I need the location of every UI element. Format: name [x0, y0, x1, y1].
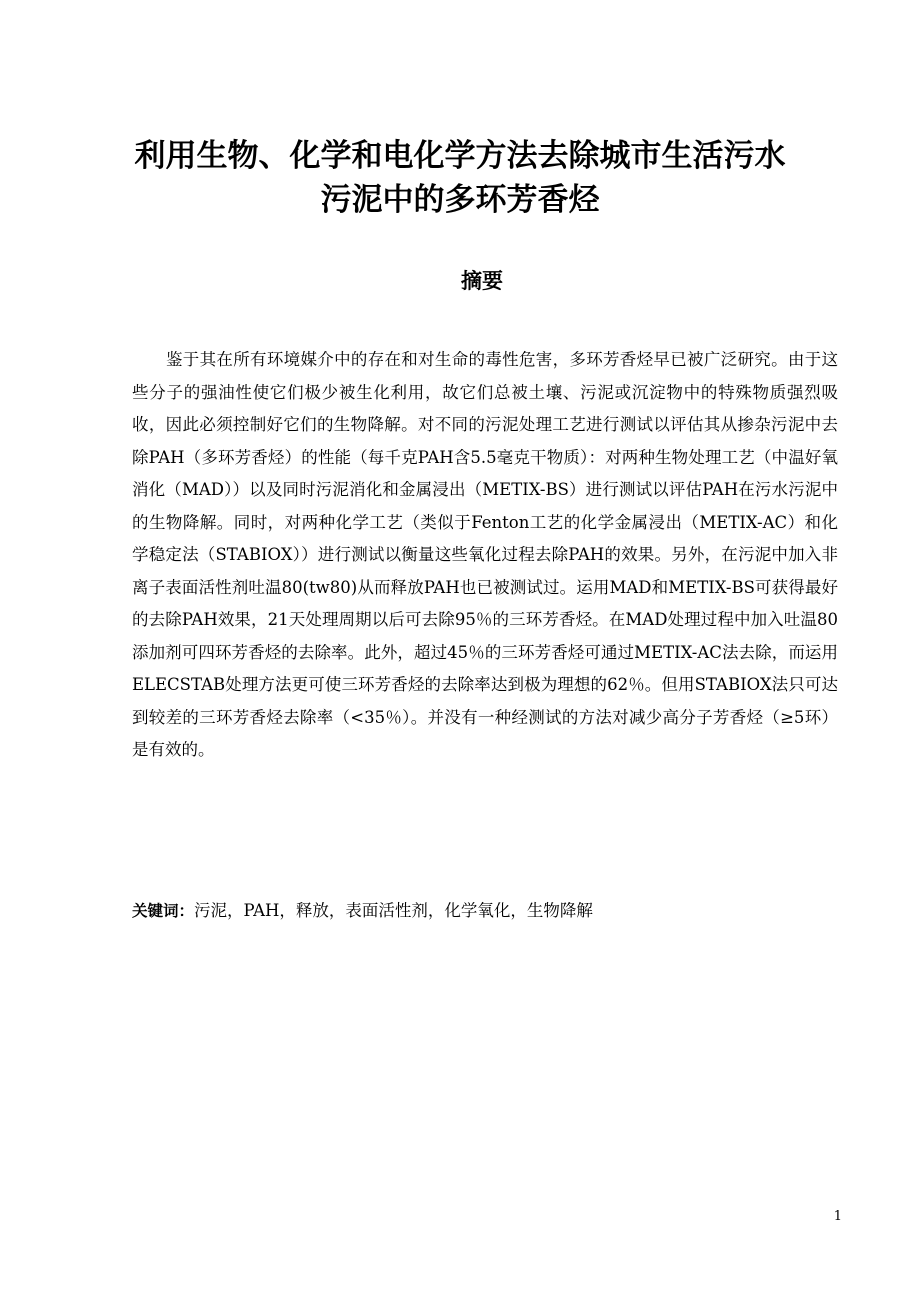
document-title [100, 134, 820, 222]
title-line-2: 污泥中的多环芳香烃 [320, 182, 600, 218]
abstract-paragraph: 鉴于其在所有环境媒介中的存在和对生命的毒性危害，多环芳香烃早已被广泛研究。由于这些分子的强油性使它们极少被生化利用，故它们总被土壤、污泥或沉淀物中的特殊物质强烈吸收，因此必须控制好它们的生物降解。对不同的污泥处理工艺进行测试以评估其从掺杂污泥中去除PAH（多环芳香烃）的性能（每千克PAH含5.5毫克干物质）：对两种生物处理工艺（中温好氧消化（MAD））以及同时污泥消化和金属浸出（METIX-BS）进行测试以评估PAH在污水污泥中的生物降解。同时，对两种化学工艺（类似于Fenton工艺的化学金属浸出（METIX-AC）和化学稳定法（STABIOX））进行测试以衡量这些氧化过程去除PAH的效果。另外，在污泥中加入非离子表面活性剂吐温80(tw80)从而释放PAH也已被测试过。运用MAD和METIX-BS可获得最好的去除PAH效果，21天处理周期以后可去除95％的三环芳香烃。在MAD处理过程中加入吐温80添加剂可四环芳香烃的去除率。此外，超过45％的三环芳香烃可通过METIX-AC法去除，而运用ELECSTAB处理方法更可使三环芳香烃的去除率达到极为理想的62％。但用STABIOX法只可达到较差的三环芳香烃去除率（<35％）。并没有一种经测试的方法对减少高分子芳香烃（≥5环）是有效的。 [132, 350, 838, 759]
keywords-line [132, 896, 838, 926]
abstract-heading: 摘要 [461, 269, 503, 293]
keywords-text: 污泥，PAH，释放，表面活性剂，化学氧化，生物降解 [194, 901, 593, 920]
title-line-1: 利用生物、化学和电化学方法去除城市生活污水 [134, 138, 786, 174]
keywords-label: 关键词： [132, 902, 195, 920]
page-number: 1 [833, 1209, 842, 1224]
